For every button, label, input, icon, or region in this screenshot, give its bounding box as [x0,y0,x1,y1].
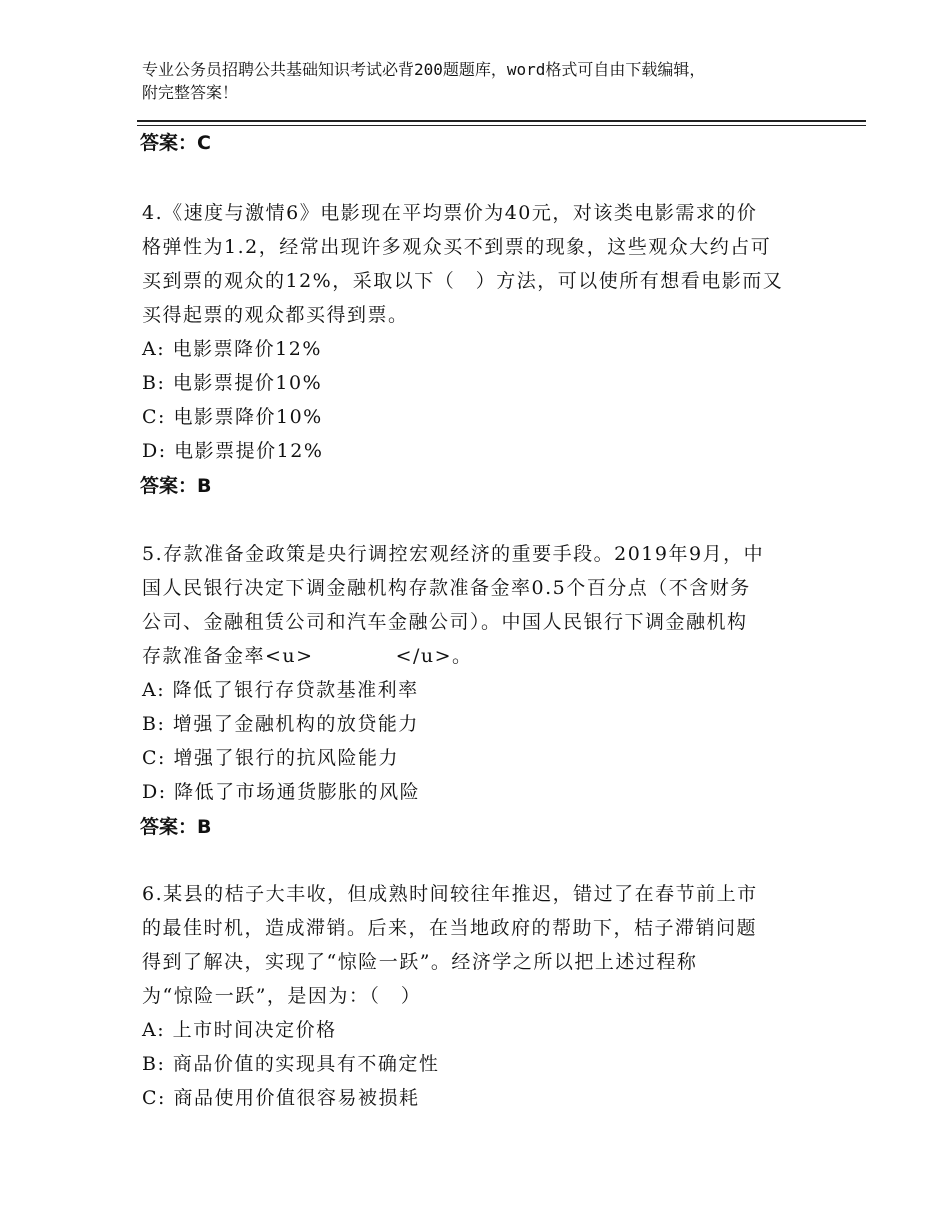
q5-option-c: C: 增强了银行的抗风险能力 [142,747,399,769]
header-rule-thin [137,125,866,126]
q4-option-b: B: 电影票提价10% [142,372,323,394]
q5-line: 5.存款准备金政策是央行调控宏观经济的重要手段。2019年9月，中 [142,543,765,565]
q4-option-a: A: 电影票降价12% [142,338,322,360]
q4-option-c: C: 电影票降价10% [142,406,323,428]
q5-line: 存款准备金率<u> </u>。 [142,645,473,667]
answer-prev: 答案：C [140,132,211,154]
question-6-stem [142,877,812,1013]
q6-line: 6.某县的桔子大丰收，但成熟时间较往年推迟，错过了在春节前上市 [142,883,758,905]
q6-option-c: C: 商品使用价值很容易被损耗 [142,1087,420,1109]
q4-line: 4.《速度与激情6》电影现在平均票价为40元，对该类电影需求的价 [142,202,758,224]
q4-option-d: D: 电影票提价12% [142,440,324,462]
q5-option-a: A: 降低了银行存贷款基准利率 [142,679,419,701]
q5-line: 国人民银行决定下调金融机构存款准备金率0.5个百分点（不含财务 [142,577,751,599]
header-line-1: 专业公务员招聘公共基础知识考试必背200题题库，word格式可自由下载编辑， [142,60,706,79]
header-line-2: 附完整答案！ [142,83,239,102]
q5-option-b: B: 增强了金融机构的放贷能力 [142,713,419,735]
header-rule-thick [137,120,866,122]
document-header [142,58,862,104]
q5-option-d: D: 降低了市场通货膨胀的风险 [142,781,421,803]
q4-answer: 答案：B [140,475,212,497]
q6-line: 得到了解决，实现了“惊险一跃”。经济学之所以把上述过程称 [142,951,698,973]
q6-line: 的最佳时机，造成滞销。后来，在当地政府的帮助下，桔子滞销问题 [142,917,758,939]
q5-answer: 答案：B [140,816,212,838]
q6-option-a: A: 上市时间决定价格 [142,1019,337,1041]
q4-line: 买得起票的观众都买得到票。 [142,304,409,326]
question-5-stem [142,537,812,673]
q6-option-b: B: 商品价值的实现具有不确定性 [142,1053,440,1075]
q4-line: 买到票的观众的12%，采取以下（ ）方法，可以使所有想看电影而又 [142,270,784,292]
q5-line: 公司、金融租赁公司和汽车金融公司）。中国人民银行下调金融机构 [142,611,748,633]
question-4-stem [142,196,812,332]
q4-line: 格弹性为1.2，经常出现许多观众买不到票的现象，这些观众大约占可 [142,236,772,258]
q6-line: 为“惊险一跃”，是因为：（ ） [142,985,422,1007]
